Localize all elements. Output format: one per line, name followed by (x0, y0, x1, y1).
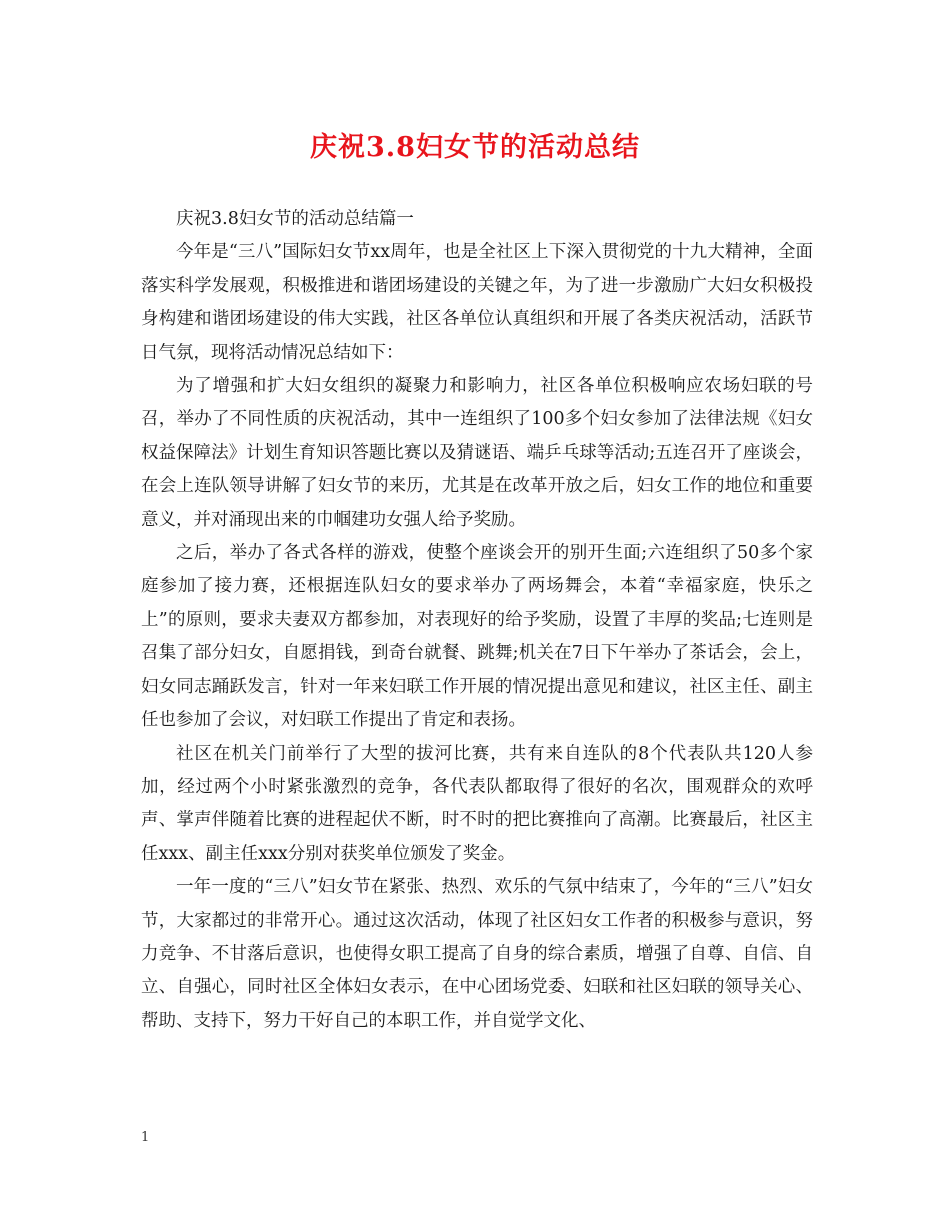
paragraph: 一年一度的“三八”妇女节在紧张、热烈、欢乐的气氛中结束了，今年的“三八”妇女节，大家都过的非常开心。通过这次活动，体现了社区妇女工作者的积极参与意识，努力竞争、不甘落后意识，也使得女职工提高了自身的综合素质，增强了自尊、自信、自立、自强心，同时社区全体妇女表示，在中心团场党委、妇联和社区妇联的领导关心、帮助、支持下，努力干好自己的本职工作，并自觉学文化、 (141, 877, 813, 1031)
paragraph: 社区在机关门前举行了大型的拔河比赛，共有来自连队的8个代表队共120人参加，经过两个小时紧张激烈的竞争，各代表队都取得了很好的名次，围观群众的欢呼声、掌声伴随着比赛的进程起伏不断，时不时的把比赛推向了高潮。比赛最后，社区主任xxx、副主任xxx分别对获奖单位颁发了奖金。 (141, 743, 813, 864)
paragraph: 为了增强和扩大妇女组织的凝聚力和影响力，社区各单位积极响应农场妇联的号召，举办了不同性质的庆祝活动，其中一连组织了100多个妇女参加了法律法规《妇女权益保障法》计划生育知识答题比赛以及猜谜语、端乒乓球等活动;五连召开了座谈会，在会上连队领导讲解了妇女节的来历，尤其是在改革开放之后，妇女工作的地位和重要意义，并对涌现出来的巾帼建功女强人给予奖励。 (141, 376, 813, 530)
document-title: 庆祝3.8妇女节的活动总结 (310, 132, 640, 163)
paragraph: 之后，举办了各式各样的游戏，使整个座谈会开的别开生面;六连组织了50多个家庭参加了接力赛，还根据连队妇女的要求举办了两场舞会，本着“幸福家庭，快乐之上”的原则，要求夫妻双方都参加，对表现好的给予奖励，设置了丰厚的奖品;七连则是召集了部分妇女，自愿捐钱，到奇台就餐、跳舞;机关在7日下午举办了茶话会，会上，妇女同志踊跃发言，针对一年来妇联工作开展的情况提出意见和建议，社区主任、副主任也参加了会议，对妇联工作提出了肯定和表扬。 (141, 543, 813, 731)
document-body (141, 203, 813, 1038)
paragraph: 今年是“三八”国际妇女节xx周年，也是全社区上下深入贯彻党的十九大精神，全面落实科学发展观，积极推进和谐团场建设的关键之年，为了进一步激励广大妇女积极投身构建和谐团场建设的伟大实践，社区各单位认真组织和开展了各类庆祝活动，活跃节日气氛，现将活动情况总结如下： (141, 242, 813, 363)
page-number: 1 (141, 1130, 150, 1145)
section-heading: 庆祝3.8妇女节的活动总结篇一 (176, 209, 414, 229)
